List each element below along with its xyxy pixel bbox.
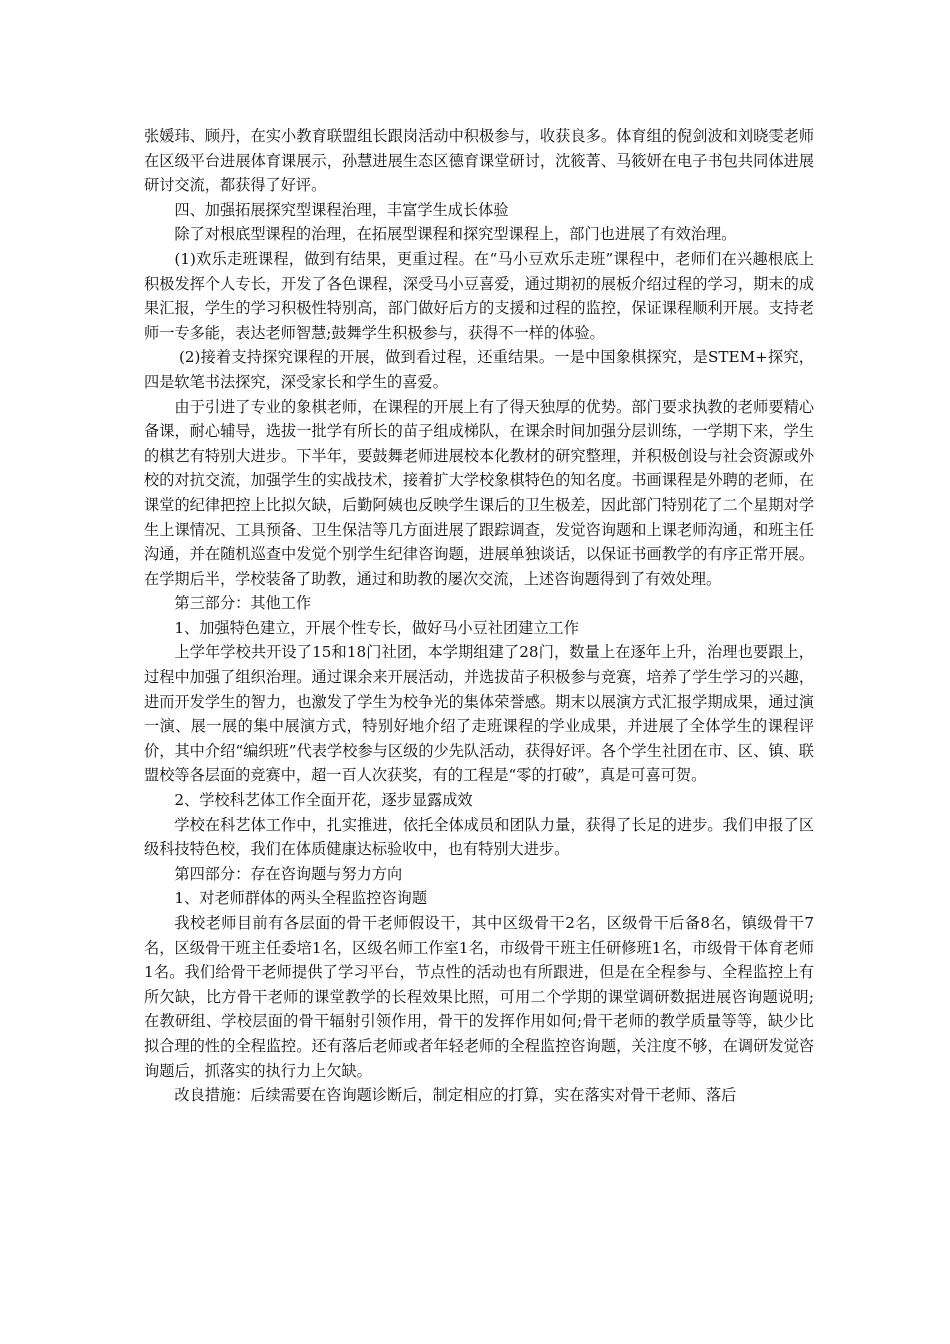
subsection-heading: 1、加强特色建立，开展个性专长，做好马小豆社团建立工作 [174, 618, 579, 637]
section-heading: 第四部分：存在咨询题与努力方向 [174, 864, 403, 883]
paragraph: (2)接着支持探究课程的开展，做到看过程，还重结果。一是中国象棋探究，是STEM+探究，四是软笔书法探究，深受家长和学生的喜爱。 [144, 348, 814, 391]
paragraph: 上学年学校共开设了15和18门社团，本学期组建了28门，数量上在逐年上升，治理也要跟上，过程中加强了组织治理。通过课余来开展活动，并选拔苗子积极参与竞赛，培养了学生学习的兴趣，进而开发学生的智力，也激发了学生为校争光的集体荣誉感。期末以展演方式汇报学期成果，通过演一演、展一展的集中展演方式，特别好地介绍了走班课程的学业成果，并进展了全体学生的课程评价，其中介绍“编织班”代表学校参与区级的少先队活动，获得好评。各个学生社团在市、区、镇、联盟校等各层面的竞赛中，超一百人次获奖，有的工程是“零的打破”，真是可喜可贺。 [144, 643, 814, 785]
section-heading: 第三部分：其他工作 [174, 594, 312, 613]
section-heading: 四、加强拓展探究型课程治理，丰富学生成长体验 [174, 200, 509, 219]
paragraph: 学校在科艺体工作中，扎实推进，依托全体成员和团队力量，获得了长足的进步。我们申报了区级科技特色校，我们在体质健康达标验收中，也有特别大进步。 [144, 815, 814, 859]
paragraph: (1)欢乐走班课程，做到有结果，更重过程。在“马小豆欢乐走班”课程中，老师们在兴趣根底上积极发挥个人专长，开发了各色课程，深受马小豆喜爱，通过期初的展板介绍过程的学习，期末的成果汇报，学生的学习积极性特别高，部门做好后方的支援和过程的监控，保证课程顺利开展。支持老师一专多能，表达老师智慧;鼓舞学生积极参与，获得不一样的体验。 [144, 249, 814, 342]
paragraph: 我校老师目前有各层面的骨干老师假设干，其中区级骨干2名，区级骨干后备8名，镇级骨干7名，区级骨干班主任委培1名，区级名师工作室1名，市级骨干班主任研修班1名，市级骨干体育老师1名。我们给骨干老师提供了学习平台，节点性的活动也有所跟进，但是在全程参与、全程监控上有所欠缺，比方骨干老师的课堂教学的长程效果比照，可用二个学期的课堂调研数据进展咨询题说明;在教研组、学校层面的骨干辐射引领作用，骨干的发挥作用如何;骨干老师的教学质量等等，缺少比拟合理的性的全程监控。还有落后老师或者年轻老师的全程监控咨询题，关注度不够，在调研发觉咨询题后，抓落实的执行力上欠缺。 [144, 914, 814, 1080]
paragraph: 由于引进了专业的象棋老师，在课程的开展上有了得天独厚的优势。部门要求执教的老师要精心备课，耐心辅导，选拔一批学有所长的苗子组成梯队，在课余时间加强分层训练，一学期下来，学生的棋艺有特别大进步。下半年，要鼓舞老师进展校本化教材的研究整理，并积极创设与社会资源或外校的对抗交流，加强学生的实战技术，接着扩大学校象棋特色的知名度。书画课程是外聘的老师，在课堂的纪律把控上比拟欠缺，后勤阿姨也反映学生课后的卫生极差，因此部门特别花了二个星期对学生上课情况、工具预备、卫生保洁等几方面进展了跟踪调查，发觉咨询题和上课老师沟通，和班主任沟通，并在随机巡查中发觉个别学生纪律咨询题，进展单独谈话，以保证书画教学的有序正常开展。在学期后半，学校装备了助教，通过和助教的屡次交流，上述咨询题得到了有效处理。 [144, 397, 814, 588]
paragraph: 改良措施：后续需要在咨询题诊断后，制定相应的打算，实在落实对骨干老师、落后 [174, 1086, 737, 1105]
document-body [144, 124, 814, 1108]
paragraph: 张媛玮、顾丹，在实小教育联盟组长跟岗活动中积极参与，收获良多。体育组的倪剑波和刘晓雯老师在区级平台进展体育课展示，孙慧进展生态区德育课堂研讨，沈筱菁、马筱妍在电子书包共同体进展研讨交流，都获得了好评。 [144, 127, 814, 195]
subsection-heading: 1、对老师群体的两头全程监控咨询题 [174, 889, 428, 908]
paragraph: 除了对根底型课程的治理，在拓展型课程和探究型课程上，部门也进展了有效治理。 [174, 225, 737, 244]
subsection-heading: 2、学校科艺体工作全面开花，逐步显露成效 [174, 791, 473, 810]
